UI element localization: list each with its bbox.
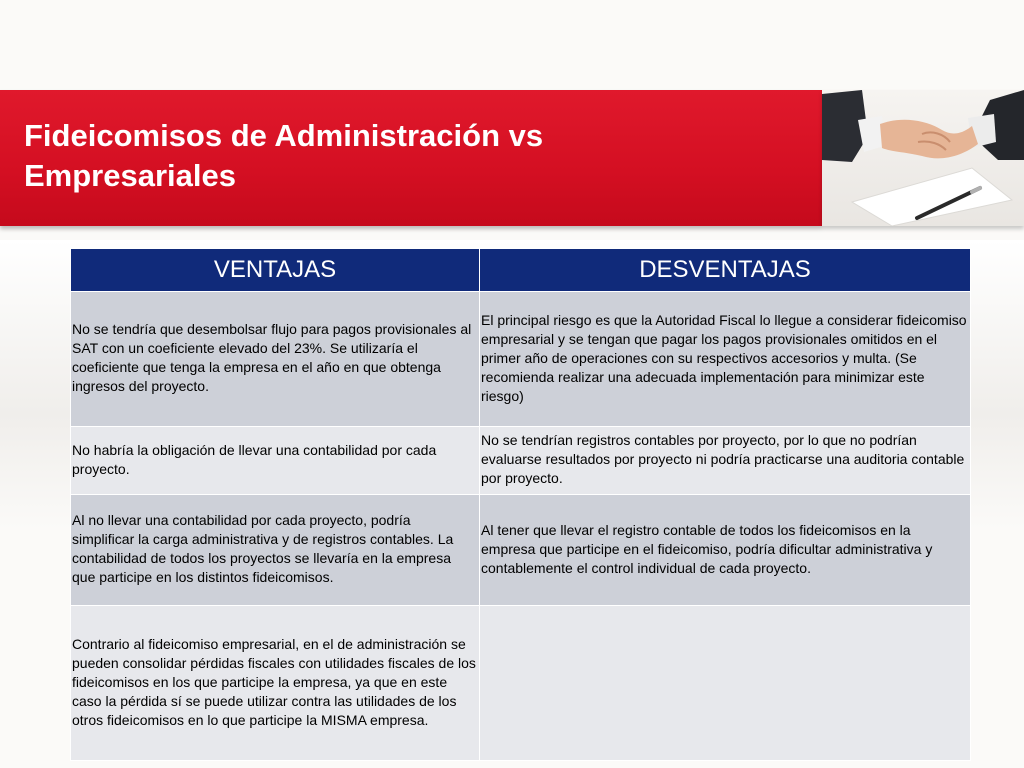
ventaja-cell: Al no llevar una contabilidad por cada proyecto, podría simplificar la carga administrativa y de registros contables. La contabilidad de todos los proyectos se llevaría en la empresa que participe en los distintos fideicomisos. [71, 495, 480, 606]
table-row [71, 292, 971, 427]
header-desventajas: DESVENTAJAS [480, 249, 971, 292]
header-ventajas: VENTAJAS [71, 249, 480, 292]
handshake-icon [822, 90, 1024, 226]
ventaja-cell: No se tendría que desembolsar flujo para pagos provisionales al SAT con un coeficiente elevado del 23%. Se utilizaría el coeficiente que tenga la empresa en el año en que obtenga ingresos del proyecto. [71, 292, 480, 427]
handshake-photo [822, 90, 1024, 226]
ventaja-cell: No habría la obligación de llevar una contabilidad por cada proyecto. [71, 427, 480, 495]
desventaja-cell: El principal riesgo es que la Autoridad Fiscal lo llegue a considerar fideicomiso empresarial y se tengan que pagar los pagos provisionales omitidos en el primer año de operaciones con su respectivos accesorios y multa. (Se recomienda realizar una adecuada implementación para minimizar este riesgo) [480, 292, 971, 427]
table-header-row [71, 249, 971, 292]
desventaja-cell [480, 606, 971, 761]
slide-title: Fideicomisos de Administración vs Empresariales [24, 118, 544, 193]
desventaja-cell: No se tendrían registros contables por proyecto, por lo que no podrían evaluarse resultados por proyecto ni podría practicarse una auditoria contable por proyecto. [480, 427, 971, 495]
table-row [71, 606, 971, 761]
table-row [71, 427, 971, 495]
title-banner [0, 90, 822, 226]
ventaja-cell: Contrario al fideicomiso empresarial, en el de administración se pueden consolidar pérdidas fiscales con utilidades fiscales de los fideicomisos en los que participe la empresa, ya que en este caso la pérdida sí se puede utilizar contra las utilidades de los otros fideicomisos en lo que participe la MISMA empresa. [71, 606, 480, 761]
table-row [71, 495, 971, 606]
desventaja-cell: Al tener que llevar el registro contable de todos los fideicomisos en la empresa que participe en el fideicomiso, podría dificultar administrativa y contablemente el control individual de cada proyecto. [480, 495, 971, 606]
comparison-table [70, 248, 971, 761]
